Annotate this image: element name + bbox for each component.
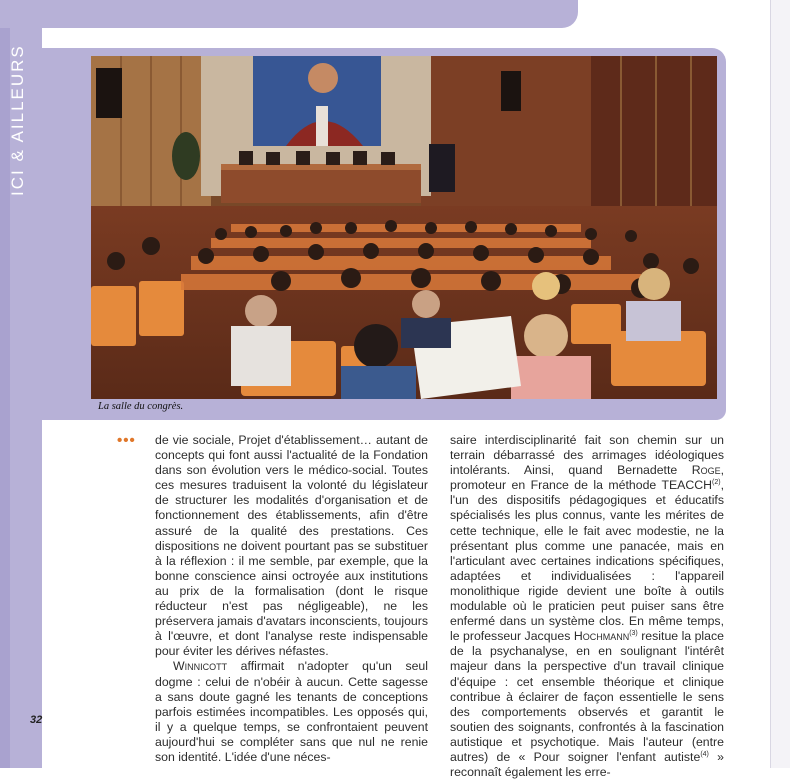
section-label: ICI & AILLEURS <box>8 44 27 196</box>
page-number: 32 <box>30 714 43 726</box>
photo-caption: La salle du congrès. <box>98 401 184 412</box>
congress-hall-photo <box>91 56 717 399</box>
top-accent-bar <box>0 0 578 28</box>
continuation-marker: ••• <box>117 432 136 449</box>
text-run: saire interdisciplinarité fait son chemin sur un terrain débarrassé des arrimages idéologiques intolérants. Ainsi, quand Bernadette <box>450 433 724 478</box>
author-name: Winnicott <box>173 659 228 674</box>
footnote-ref: (2) <box>712 479 721 487</box>
text-run: , l'un des dispositifs pédagogiques et éducatifs spécialisés les plus connus, vante les mérites de cette technique, elle le fait avec modestie, ne la présentant plus comme une panacée, mais en l'articulant avec certaines indications spécifiques, adaptées et individualisées : l'appareil monolithique rigide devient une boîte à outils modulable où le praticien peut puiser sans être enfermé dans un système clos. En même temps, le professeur Jacques <box>450 478 724 644</box>
paragraph <box>450 433 724 780</box>
text-run: resitue la place de la psychanalyse, en en soulignant l'intérêt majeur dans la perspective d'un travail clinique d'équipe : cet ensemble théorique et clinique contribue à éclairer de façon essentielle le sens des comportements observés et garantit le soutien des soignants, confrontés à la fascination autistique et psychotique. Mais l'auteur (entre autres) de « Pour soigner l'enfant autiste <box>450 629 724 764</box>
paragraph: de vie sociale, Projet d'établissement… autant de concepts qui font aussi l'actualité de la Fondation dans son évolution vers le médico-social. Toutes ces mesures traduisent la volonté du législateur de structurer les modalités d'organisation et de fonctionnement des établissements, afin d'être assuré de la qualité des prestations. Ces dispositions ne doivent pourtant pas se substituer à la réflexion : il me semble, par exemple, que la bonne conscience ainsi octroyée aux institutions au prix de la formalisation (dont le risque réducteur n'est pas négligeable), ne les préservera jamais d'avatars inconscients, toujours à l'œuvre, et dont l'analyse reste indispensable pour éviter les dérives néfastes. <box>155 433 428 659</box>
left-text-column <box>155 433 428 765</box>
author-name: Hochmann <box>573 629 630 644</box>
page-gutter <box>770 0 790 768</box>
right-text-column <box>450 433 724 780</box>
text-run: » reconnaît également les erre- <box>450 749 724 780</box>
author-name: Roge <box>691 463 721 478</box>
footnote-ref: (4) <box>700 750 709 758</box>
paragraph-text: affirmait n'adopter qu'un seul dogme : celui de n'obéir à aucun. Cette sagesse a sans doute gagné les tenants de conceptions parfois estimées incompatibles. Les opposés qui, il y a quelque temps, se confrontaient peuvent aujourd'hui se compléter sans que nul ne renie son identité. L'idée d'une néces- <box>155 659 428 764</box>
paragraph <box>155 659 428 765</box>
footnote-ref: (3) <box>629 630 638 638</box>
text-run: , promoteur en France de la méthode TEACCH <box>450 463 724 493</box>
